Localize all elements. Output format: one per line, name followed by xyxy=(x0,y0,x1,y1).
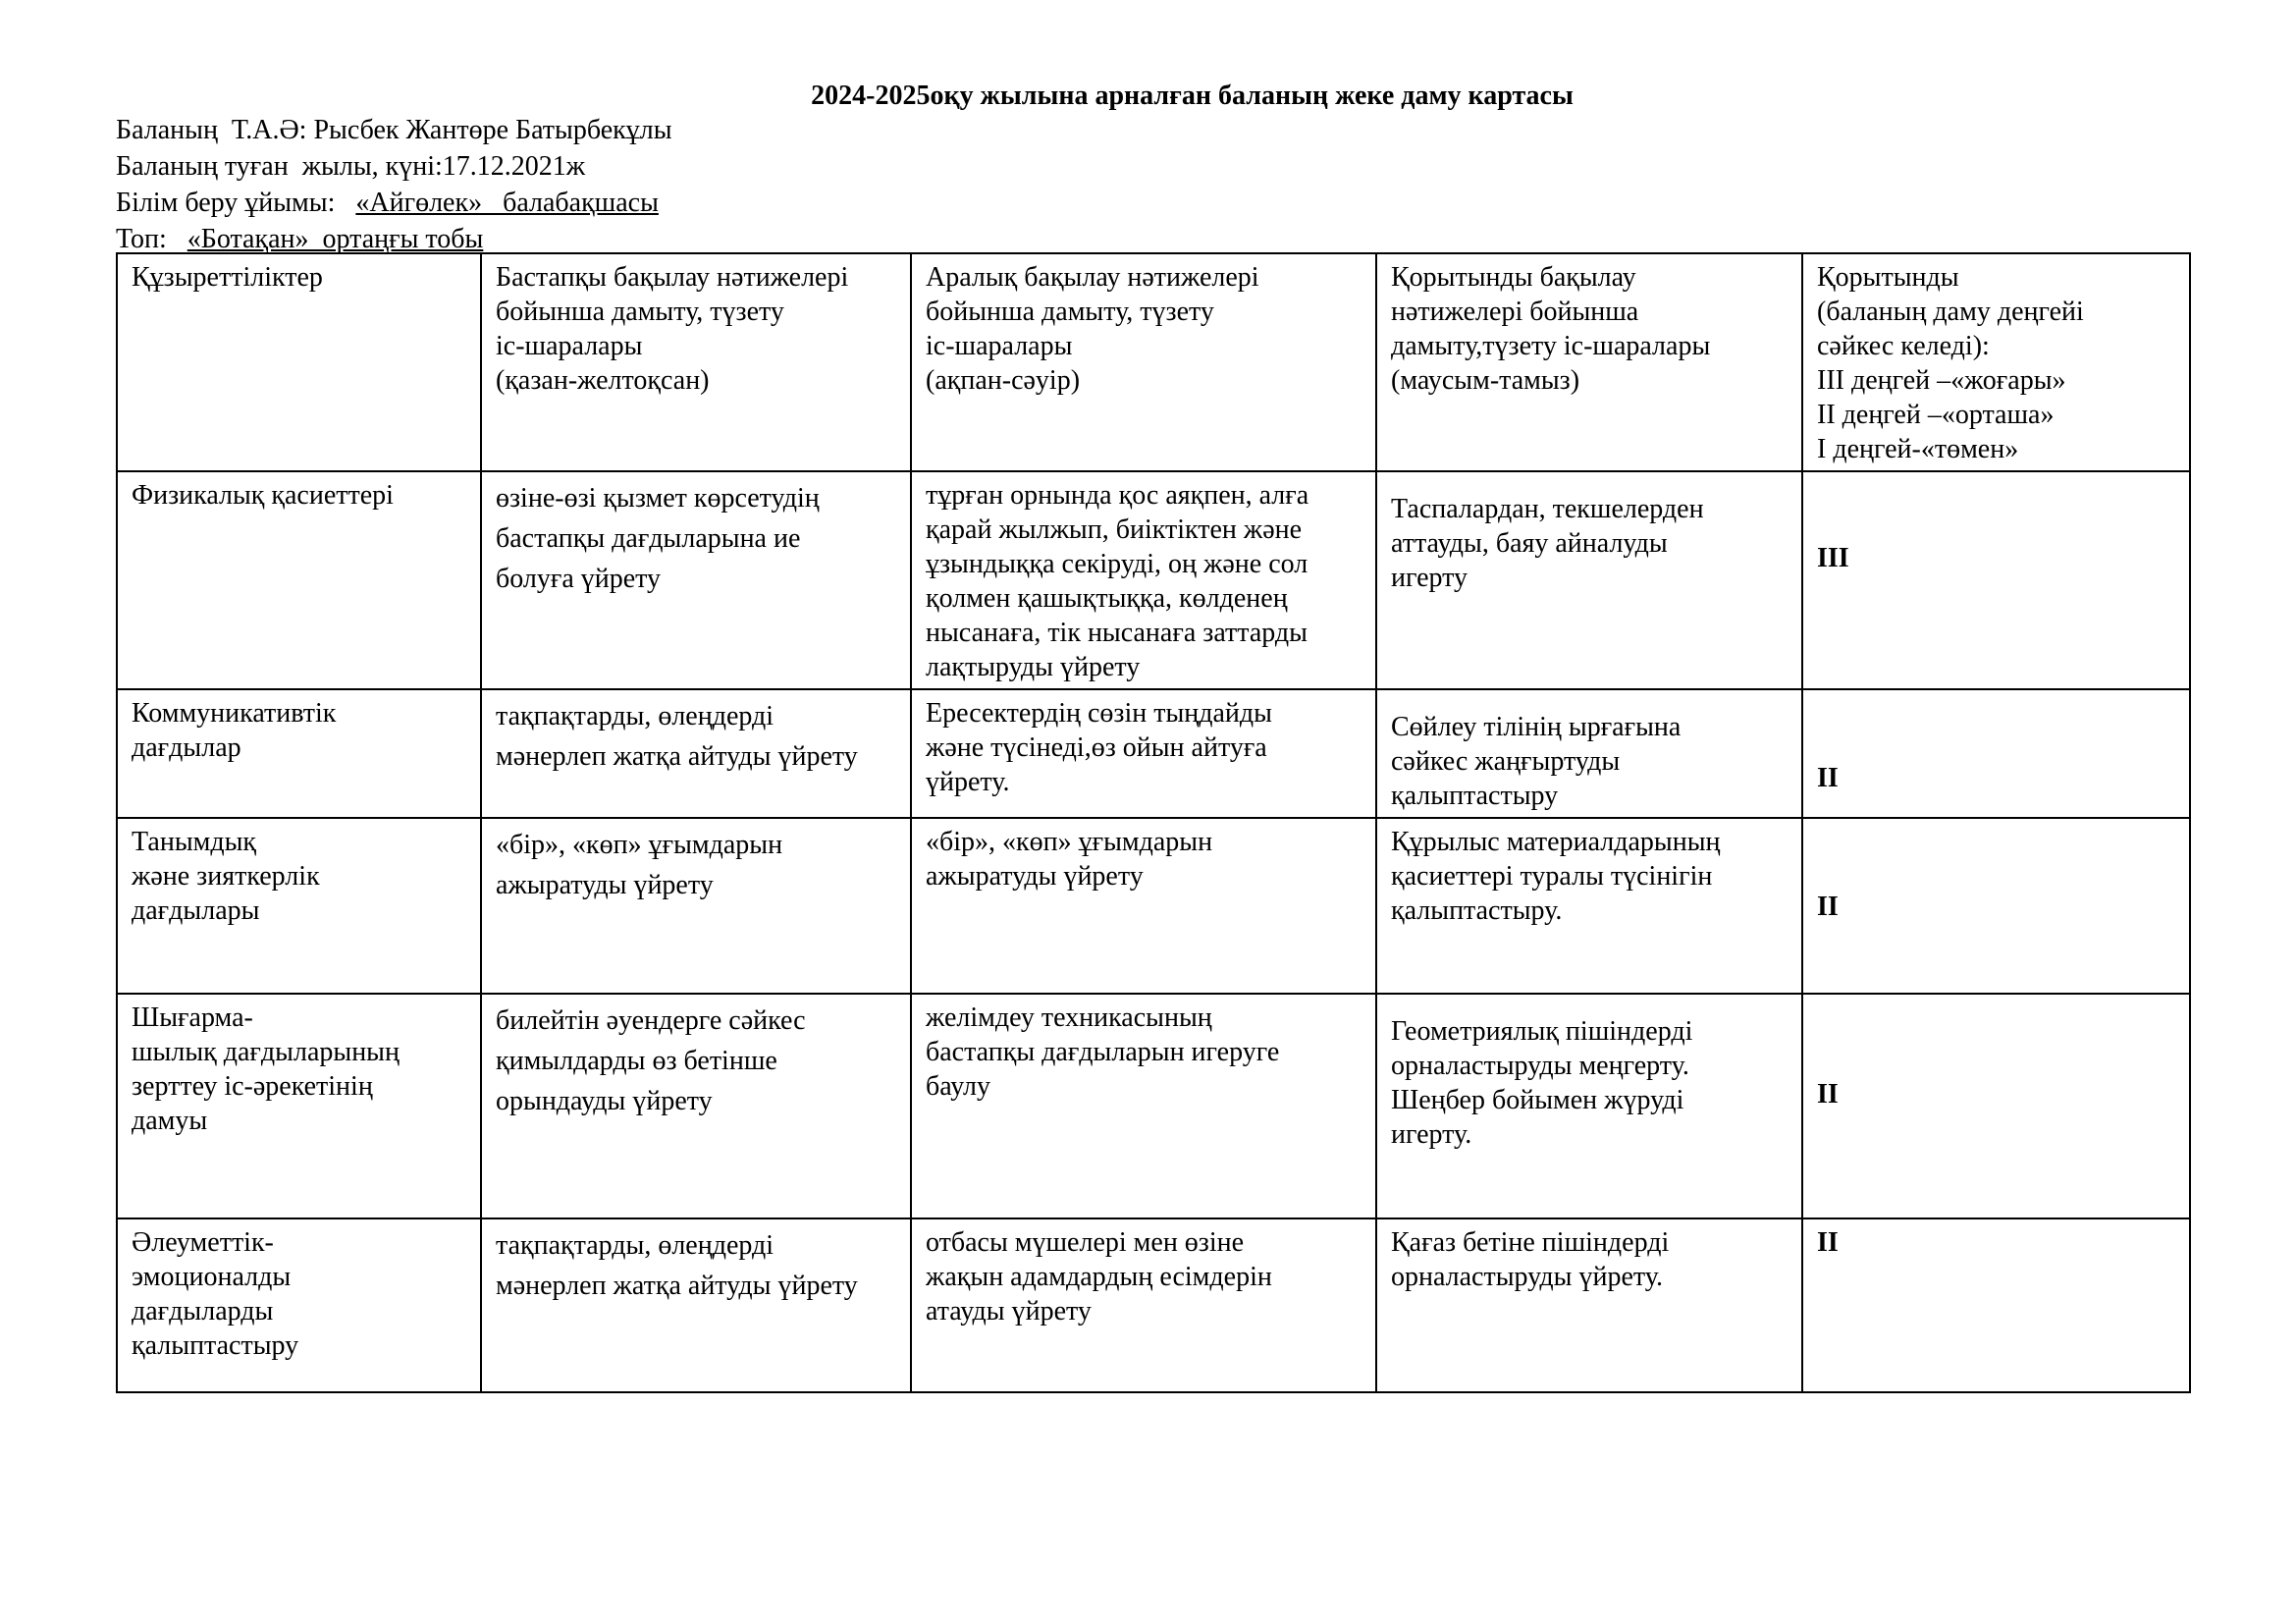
final-text: Сөйлеу тілінің ырғағына сәйкес жаңғыртуды қалыптастыру xyxy=(1391,712,1682,811)
competence-text: Әлеуметтік- эмоционалды дағдыларды қалыптастыру xyxy=(132,1227,299,1361)
development-table xyxy=(116,252,2191,1393)
intermediate-text: тұрған орнында қос аяқпен, алға қарай жылжып, биіктіктен және ұзындыққа секіруді, оң және сол қолмен қашықтыққа, көлденең нысанаға, тік нысанаға заттарды лақтыруды үйрету xyxy=(926,480,1309,682)
header-cell-intermediate xyxy=(911,253,1376,471)
level-cell xyxy=(1802,1218,2190,1392)
level-text: ІІ xyxy=(1817,1227,1839,1258)
level-text: ІІ xyxy=(1817,1079,1839,1110)
child-name-line xyxy=(116,112,672,148)
competence-text: Физикалық қасиеттері xyxy=(132,480,394,511)
initial-text: өзіне-өзі қызмет көрсетудің бастапқы дағдыларына ие болуға үйрету xyxy=(496,483,820,594)
birth-date-label: Баланың туған жылы, күні: xyxy=(116,151,443,182)
header-text-final: Қорытынды бақылау нәтижелері бойынша дамыту,түзету іс-шаралары (маусым-тамыз) xyxy=(1391,262,1711,396)
final-cell xyxy=(1376,1218,1802,1392)
intermediate-text: «бір», «көп» ұғымдарын ажыратуды үйрету xyxy=(926,827,1213,892)
header-text-initial: Бастапқы бақылау нәтижелері бойынша дамыту, түзету іс-шаралары (қазан-желтоқсан) xyxy=(496,262,849,396)
initial-text: тақпақтарды, өлеңдерді мәнерлеп жатқа айтуды үйрету xyxy=(496,1230,858,1301)
child-name-value: Рысбек Жантөре Батырбекұлы xyxy=(313,115,672,145)
intermediate-cell xyxy=(911,471,1376,689)
group-value: «Ботақан» ортаңғы тобы xyxy=(187,224,484,254)
initial-cell xyxy=(481,994,911,1218)
initial-text: «бір», «көп» ұғымдарын ажыратуды үйрету xyxy=(496,830,783,900)
document-title: 2024-2025оқу жылына арналған баланың жеке даму картасы xyxy=(811,81,1574,111)
level-cell xyxy=(1802,471,2190,689)
level-cell xyxy=(1802,689,2190,818)
intermediate-cell xyxy=(911,689,1376,818)
competence-cell xyxy=(117,818,481,994)
organization-label: Білім беру ұйымы: xyxy=(116,188,356,218)
level-text: ІІІ xyxy=(1817,543,1849,573)
level-cell xyxy=(1802,818,2190,994)
intermediate-cell xyxy=(911,994,1376,1218)
final-text: Таспалардан, текшелерден аттауды, баяу айналуды игерту xyxy=(1391,494,1704,593)
final-text: Геометриялық пішіндерді орналастыруды меңгерту. Шеңбер бойымен жүруді игерту. xyxy=(1391,1016,1693,1150)
organization-value: «Айгөлек» балабақшасы xyxy=(355,188,659,218)
child-info-block xyxy=(116,112,672,257)
initial-text: тақпақтарды, өлеңдерді мәнерлеп жатқа айтуды үйрету xyxy=(496,701,858,772)
final-cell xyxy=(1376,689,1802,818)
level-text: ІІ xyxy=(1817,763,1839,793)
competence-text: Коммуникативтік дағдылар xyxy=(132,698,337,763)
intermediate-cell xyxy=(911,818,1376,994)
final-text: Құрылыс материалдарының қасиеттері туралы түсінігін қалыптастыру. xyxy=(1391,827,1721,926)
birth-date-value: 17.12.2021ж xyxy=(442,151,586,182)
header-text-competence: Құзыреттіліктер xyxy=(132,262,323,293)
header-cell-initial xyxy=(481,253,911,471)
table-row xyxy=(117,1218,2190,1392)
initial-text: билейтін әуендерге сәйкес қимылдарды өз бетінше орындауды үйрету xyxy=(496,1005,806,1116)
intermediate-cell xyxy=(911,1218,1376,1392)
competence-cell xyxy=(117,1218,481,1392)
competence-cell xyxy=(117,689,481,818)
final-text: Қағаз бетіне пішіндерді орналастыруды үйрету. xyxy=(1391,1227,1670,1292)
header-text-intermediate: Аралық бақылау нәтижелері бойынша дамыту, түзету іс-шаралары (ақпан-сәуір) xyxy=(926,262,1259,396)
level-cell xyxy=(1802,994,2190,1218)
intermediate-text: желімдеу техникасының бастапқы дағдыларын игеруге баулу xyxy=(926,1002,1280,1102)
initial-cell xyxy=(481,471,911,689)
header-text-level: Қорытынды (баланың даму деңгейі сәйкес келеді): ІІІ деңгей –«жоғары» ІІ деңгей –«орташа» І деңгей-«төмен» xyxy=(1817,262,2084,464)
intermediate-text: отбасы мүшелері мен өзіне жақын адамдардың есімдерін атауды үйрету xyxy=(926,1227,1272,1326)
final-cell xyxy=(1376,471,1802,689)
table-row xyxy=(117,471,2190,689)
level-text: ІІ xyxy=(1817,892,1839,922)
table-header-row xyxy=(117,253,2190,471)
final-cell xyxy=(1376,994,1802,1218)
intermediate-text: Ересектердің сөзін тыңдайды және түсінеді,өз ойын айтуға үйрету. xyxy=(926,698,1272,797)
table-row xyxy=(117,994,2190,1218)
table-row xyxy=(117,818,2190,994)
initial-cell xyxy=(481,1218,911,1392)
competence-cell xyxy=(117,471,481,689)
table-row xyxy=(117,689,2190,818)
competence-text: Танымдық және зияткерлік дағдылары xyxy=(132,827,320,926)
final-cell xyxy=(1376,818,1802,994)
initial-cell xyxy=(481,689,911,818)
initial-cell xyxy=(481,818,911,994)
child-name-label: Баланың Т.А.Ә: xyxy=(116,115,314,145)
competence-cell xyxy=(117,994,481,1218)
competence-text: Шығарма- шылық дағдыларының зерттеу іс-әрекетінің дамуы xyxy=(132,1002,400,1136)
header-cell-competence xyxy=(117,253,481,471)
organization-line xyxy=(116,185,672,221)
header-cell-final xyxy=(1376,253,1802,471)
header-cell-level xyxy=(1802,253,2190,471)
birth-date-line xyxy=(116,148,672,185)
group-label: Топ: xyxy=(116,224,187,254)
